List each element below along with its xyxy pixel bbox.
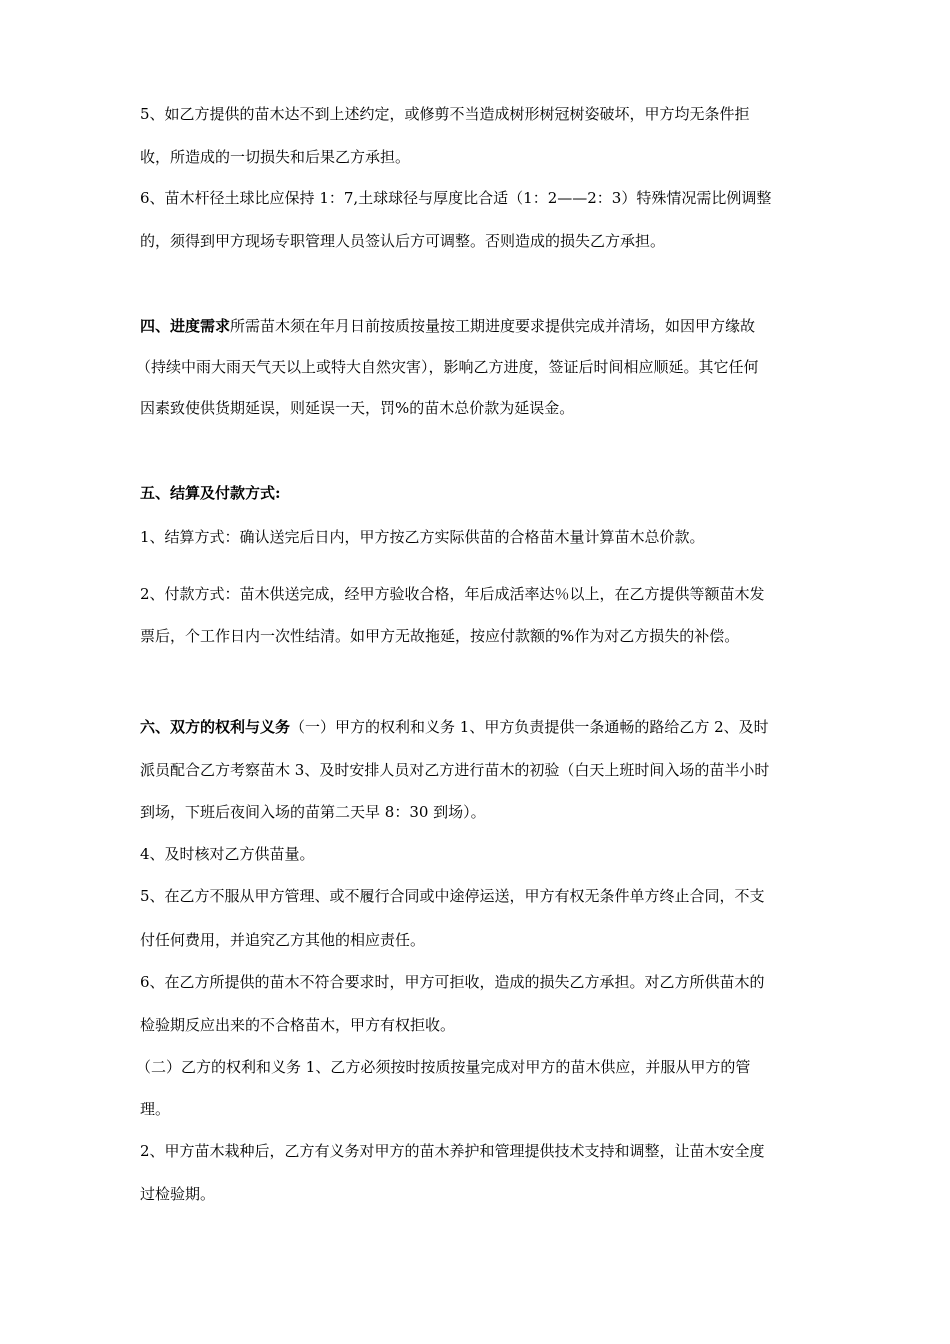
section-6-text: （一）甲方的权利和义务 1、甲方负责提供一条通畅的路给乙方 2、及时: [290, 718, 769, 736]
clause-6-line-2: 的，须得到甲方现场专职管理人员签认后方可调整。否则造成的损失乙方承担。: [140, 232, 666, 250]
section-6-item-4: 4、及时核对乙方供苗量。: [140, 845, 315, 863]
section-6-b-item-2-line-2: 过检验期。: [140, 1185, 216, 1203]
section-4-line-2: （持续中雨大雨天气天以上或特大自然灾害），影响乙方进度，签证后时间相应顺延。其它任何: [136, 358, 759, 376]
section-6-b-item-2-line-1: 2、甲方苗木栽种后，乙方有义务对甲方的苗木养护和管理提供技术支持和调整，让苗木安全度: [140, 1142, 765, 1160]
section-4-line-3: 因素致使供货期延误，则延误一天，罚%的苗木总价款为延误金。: [140, 399, 575, 417]
section-5-heading: 五、结算及付款方式:: [140, 484, 281, 502]
clause-6-line-1: 6、苗木杆径土球比应保持 1：7,土球球径与厚度比合适（1：2——2：3）特殊情况需比例调整: [140, 189, 772, 207]
section-5-payment-line-1: 2、付款方式：苗木供送完成，经甲方验收合格，年后成活率达％以上，在乙方提供等额苗木发: [140, 585, 765, 603]
section-6-line-2: 派员配合乙方考察苗木 3、及时安排人员对乙方进行苗木的初验（白天上班时间入场的苗半小时: [140, 761, 770, 779]
section-6-item-6-line-2: 检验期反应出来的不合格苗木，甲方有权拒收。: [140, 1016, 456, 1034]
section-6-line-1: [140, 716, 820, 738]
section-6-line-3: 到场，下班后夜间入场的苗第二天早 8：30 到场）。: [140, 803, 486, 821]
section-6-b-line-2: 理。: [140, 1100, 171, 1118]
section-5-settlement: 1、结算方式：确认送完后日内，甲方按乙方实际供苗的合格苗木量计算苗木总价款。: [140, 528, 705, 546]
section-4-line-1: [140, 315, 820, 337]
section-6-heading: 六、双方的权利与义务: [140, 718, 291, 736]
section-6-b-line-1: （二）乙方的权利和义务 1、乙方必须按时按质按量完成对甲方的苗木供应，并服从甲方的管: [136, 1058, 751, 1076]
section-4-heading: 四、进度需求: [140, 317, 231, 335]
clause-5-line-1: 5、如乙方提供的苗木达不到上述约定，或修剪不当造成树形树冠树姿破坏，甲方均无条件拒: [140, 105, 750, 123]
section-6-item-6-line-1: 6、在乙方所提供的苗木不符合要求时，甲方可拒收，造成的损失乙方承担。对乙方所供苗木的: [140, 973, 765, 991]
section-6-item-5-line-1: 5、在乙方不服从甲方管理、或不履行合同或中途停运送，甲方有权无条件单方终止合同，不支: [140, 887, 765, 905]
clause-5-line-2: 收，所造成的一切损失和后果乙方承担。: [140, 148, 411, 166]
section-6-item-5-line-2: 付任何费用，并追究乙方其他的相应责任。: [140, 931, 426, 949]
section-4-text: 所需苗木须在年月日前按质按量按工期进度要求提供完成并清场，如因甲方缘故: [230, 317, 756, 335]
section-5-payment-line-2: 票后，个工作日内一次性结清。如甲方无故拖延，按应付款额的%作为对乙方损失的补偿。: [140, 627, 740, 645]
